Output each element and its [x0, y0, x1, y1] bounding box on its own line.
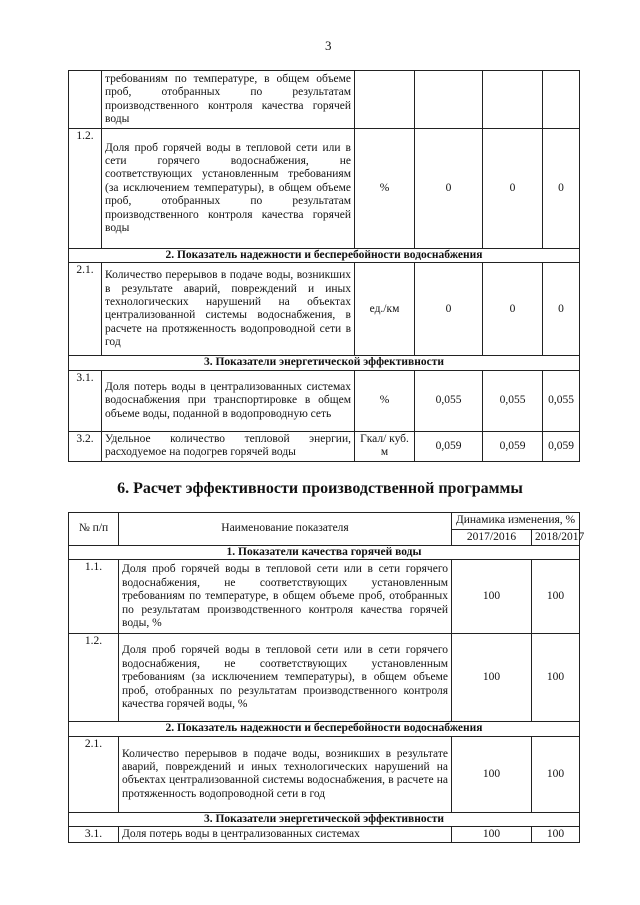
section-row: [69, 812, 580, 826]
header-dynamics: Динамика изменения, %: [452, 513, 580, 530]
unit-cell: %: [355, 370, 415, 431]
indicator-name: Доля проб горячей воды в тепловой сети или в сети горячего водоснабжения, не соответствующих установленным требованиям (за исключением температуры), в общем объеме проб, отобранных по результатам производственного контроля качества горячей воды: [102, 129, 355, 249]
value-cell: 100: [532, 560, 580, 634]
value-cell: 100: [452, 560, 532, 634]
section-title: 3. Показатели энергетической эффективности: [69, 356, 580, 370]
row-number: 2.1.: [69, 736, 119, 812]
header-number: № п/п: [69, 513, 119, 546]
value-cell: 100: [452, 827, 532, 842]
value-cell: [415, 71, 483, 129]
table-row: [69, 431, 580, 461]
value-cell: [543, 71, 580, 129]
indicator-name: Количество перерывов в подаче воды, возникших в результате аварий, повреждений и иных технологических нарушений на объектах централизованной системы водоснабжения, в расчете на протяженность водопроводной сети в год: [119, 736, 452, 812]
value-cell: 100: [452, 736, 532, 812]
table-row: [69, 370, 580, 431]
value-cell: [483, 71, 543, 129]
header-row: [69, 513, 580, 530]
row-number: 3.1.: [69, 827, 119, 842]
value-cell: 0,055: [415, 370, 483, 431]
unit-cell: %: [355, 129, 415, 249]
indicators-table-continued: [68, 70, 580, 462]
page-number: 3: [325, 38, 332, 53]
section-row: [69, 722, 580, 736]
header-indicator-name: Наименование показателя: [119, 513, 452, 546]
indicator-name: Доля проб горячей воды в тепловой сети или в сети горячего водоснабжения, не соответствующих установленным требованиям по температуре, в общем объеме проб, отобранных по результатам производственного контроля качества горячей воды, %: [119, 560, 452, 634]
value-cell: 100: [452, 634, 532, 722]
value-cell: 0: [415, 263, 483, 356]
value-cell: 0: [543, 129, 580, 249]
table-row: [69, 560, 580, 634]
indicator-name: Количество перерывов в подаче воды, возникших в результате аварий, повреждений и иных технологических нарушений на объектах централизованной системы водоснабжения, в расчете на протяженность водопроводной сети в год: [102, 263, 355, 356]
value-cell: 0,059: [543, 431, 580, 461]
value-cell: 0: [415, 129, 483, 249]
indicator-name: требованиям по температуре, в общем объеме проб, отобранных по результатам производственного контроля качества горячей воды: [102, 71, 355, 129]
value-cell: 0,059: [483, 431, 543, 461]
row-number: 1.2.: [69, 129, 102, 249]
unit-cell: ед./км: [355, 263, 415, 356]
value-cell: 100: [532, 827, 580, 842]
value-cell: 0,055: [543, 370, 580, 431]
section-heading: 6. Расчет эффективности производственной программы: [117, 480, 523, 497]
section-row: [69, 249, 580, 263]
table-row: [69, 634, 580, 722]
row-number: 1.2.: [69, 634, 119, 722]
section-title: 2. Показатель надежности и бесперебойности водоснабжения: [69, 249, 580, 263]
section-title: 1. Показатели качества горячей воды: [69, 546, 580, 560]
row-number: 1.1.: [69, 560, 119, 634]
value-cell: 100: [532, 634, 580, 722]
table-row: [69, 71, 580, 129]
section-title: 3. Показатели энергетической эффективности: [69, 812, 580, 826]
value-cell: 0: [543, 263, 580, 356]
table-row: [69, 827, 580, 842]
row-number: 3.2.: [69, 431, 102, 461]
value-cell: 100: [532, 736, 580, 812]
unit-cell: Гкал/ куб. м: [355, 431, 415, 461]
value-cell: 0,059: [415, 431, 483, 461]
row-number: 3.1.: [69, 370, 102, 431]
row-number: [69, 71, 102, 129]
value-cell: 0: [483, 129, 543, 249]
section-row: [69, 356, 580, 370]
section-title: 2. Показатель надежности и бесперебойности водоснабжения: [69, 722, 580, 736]
value-cell: 0,055: [483, 370, 543, 431]
table-row: [69, 129, 580, 249]
indicator-name: Удельное количество тепловой энергии, расходуемое на подогрев горячей воды: [102, 431, 355, 461]
header-year: 2018/2017: [532, 530, 580, 546]
indicator-name: Доля потерь воды в централизованных системах: [119, 827, 452, 842]
header-year: 2017/2016: [452, 530, 532, 546]
value-cell: 0: [483, 263, 543, 356]
table-row: [69, 736, 580, 812]
indicator-name: Доля проб горячей воды в тепловой сети или в сети горячего водоснабжения, не соответствующих установленным требованиям (за исключением температуры), в общем объеме проб, отобранных по результатам производственного контроля качества горячей воды, %: [119, 634, 452, 722]
indicator-name: Доля потерь воды в централизованных системах водоснабжения при транспортировке в общем объеме воды, поданной в водопроводную сеть: [102, 370, 355, 431]
efficiency-table: [68, 512, 585, 843]
section-row: [69, 546, 580, 560]
unit-cell: [355, 71, 415, 129]
table-row: [69, 263, 580, 356]
row-number: 2.1.: [69, 263, 102, 356]
